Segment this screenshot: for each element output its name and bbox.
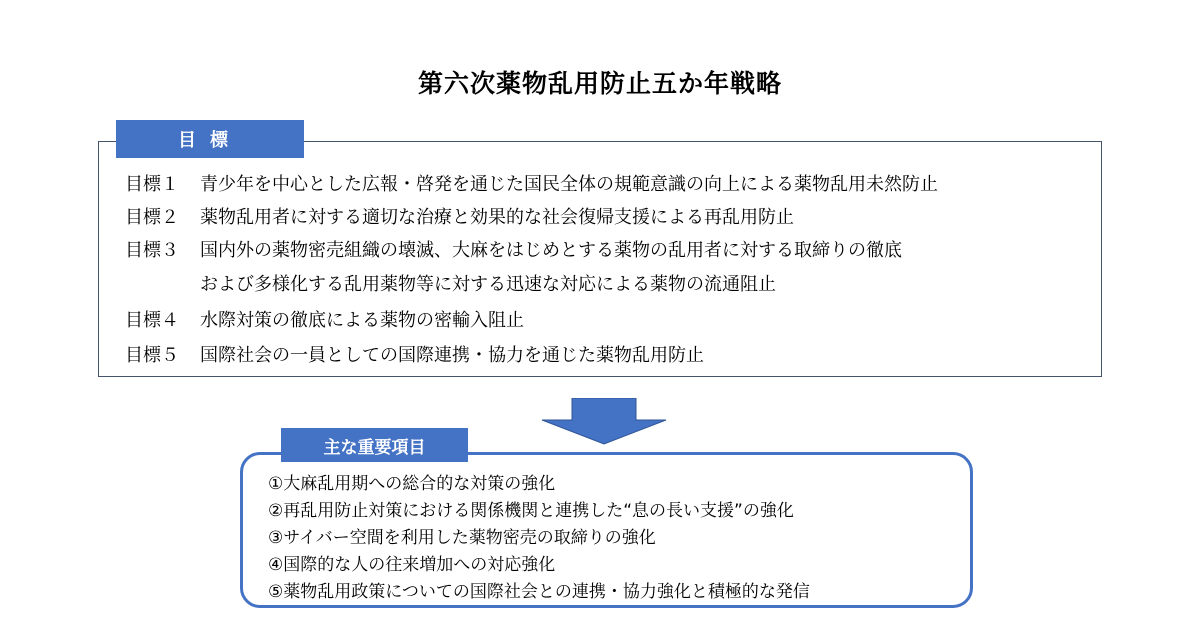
- goal-item-4: [125, 306, 524, 332]
- key-item: ③サイバー空間を利用した薬物密売の取締りの強化: [268, 528, 656, 548]
- goal-number: 目標２: [125, 207, 179, 228]
- goal-item-3: [125, 236, 902, 262]
- goals-heading: 目標: [116, 120, 304, 158]
- goal-text: 国内外の薬物密売組織の壊滅、大麻をはじめとする薬物の乱用者に対する取締りの徹底: [200, 240, 902, 261]
- goal-text: 薬物乱用者に対する適切な治療と効果的な社会復帰支援による再乱用防止: [200, 207, 794, 228]
- goal-text-continuation: および多様化する乱用薬物等に対する迅速な対応による薬物の流通阻止: [200, 274, 776, 295]
- goal-number: 目標３: [125, 240, 179, 261]
- key-item: ①大麻乱用期への総合的な対策の強化: [268, 474, 556, 494]
- goal-text: 国際社会の一員としての国際連携・協力を通じた薬物乱用防止: [200, 345, 704, 366]
- goal-item-1: [125, 170, 938, 196]
- goal-text: 青少年を中心とした広報・啓発を通じた国民全体の規範意識の向上による薬物乱用未然防止: [200, 174, 938, 195]
- goal-number: 目標４: [125, 310, 179, 331]
- key-items-heading: 主な重要項目: [281, 428, 468, 462]
- page-title: 第六次薬物乱用防止五か年戦略: [417, 69, 782, 98]
- goal-number: 目標１: [125, 174, 179, 195]
- goal-text: 水際対策の徹底による薬物の密輸入阻止: [200, 310, 524, 331]
- down-arrow-icon: [540, 398, 670, 446]
- key-item: ④国際的な人の往来増加への対応強化: [268, 555, 556, 575]
- key-item: ②再乱用防止対策における関係機関と連携した“息の長い支援”の強化: [268, 501, 794, 521]
- goal-number: 目標５: [125, 345, 179, 366]
- goal-item-2: [125, 203, 794, 229]
- key-item: ⑤薬物乱用政策についての国際社会との連携・協力強化と積極的な発信: [268, 582, 810, 602]
- goal-item-5: [125, 341, 704, 367]
